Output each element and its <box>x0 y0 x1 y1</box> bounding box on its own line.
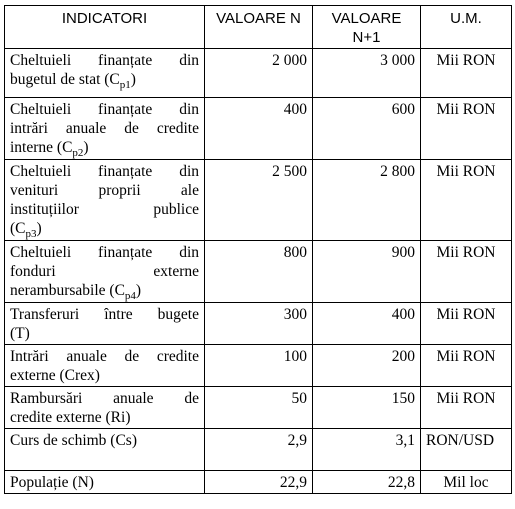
indicator-subscript: p1 <box>119 79 131 92</box>
indicator-line <box>10 262 199 281</box>
unit-cell: Mii RON <box>421 49 512 98</box>
unit-cell: Mii RON <box>421 160 512 241</box>
indicator-line <box>10 100 199 119</box>
unit-cell: Mii RON <box>421 345 512 387</box>
indicator-line <box>10 51 199 70</box>
value-n1-cell: 600 <box>313 98 421 160</box>
indicator-line <box>10 138 199 160</box>
table-row <box>5 345 512 387</box>
unit-cell: Mii RON <box>421 387 512 429</box>
unit-cell: Mii RON <box>421 98 512 160</box>
value-n1-cell: 2 800 <box>313 160 421 241</box>
indicator-text: (C <box>10 220 26 237</box>
value-n-cell: 50 <box>205 387 313 429</box>
indicator-line <box>10 119 199 138</box>
indicator-line <box>10 431 199 450</box>
unit-cell: RON/USD <box>421 429 512 471</box>
table-row <box>5 429 512 471</box>
value-n-cell: 2 500 <box>205 160 313 241</box>
indicator-text: Intrări anuale de credite <box>10 348 199 365</box>
value-n-cell: 2,9 <box>205 429 313 471</box>
indicator-line <box>10 181 199 200</box>
indicator-line <box>10 366 199 385</box>
indicator-suffix: ) <box>135 282 142 299</box>
indicator-text: (T) <box>10 325 30 342</box>
indicator-line <box>10 389 199 408</box>
value-n-cell: 22,9 <box>205 471 313 494</box>
indicator-text: Rambursări anuale de <box>10 390 199 407</box>
indicator-cell <box>5 387 205 429</box>
value-n1-cell: 900 <box>313 241 421 303</box>
indicator-text: Cheltuieli finanțate din <box>10 244 199 261</box>
value-n1-cell: 22,8 <box>313 471 421 494</box>
indicator-line <box>10 219 199 241</box>
value-n-cell: 400 <box>205 98 313 160</box>
value-n1-cell: 400 <box>313 303 421 345</box>
table-row <box>5 98 512 160</box>
indicator-cell <box>5 429 205 471</box>
indicator-cell <box>5 241 205 303</box>
indicator-cell <box>5 49 205 98</box>
indicator-text: Curs de schimb (Cs) <box>10 432 138 449</box>
indicator-text: Populație (N) <box>10 474 94 491</box>
indicator-cell <box>5 471 205 494</box>
value-n-cell: 2 000 <box>205 49 313 98</box>
indicator-line <box>10 324 199 343</box>
table-row <box>5 160 512 241</box>
unit-cell: Mil loc <box>421 471 512 494</box>
indicator-text: Cheltuieli finanțate din <box>10 101 199 118</box>
indicator-subscript: p4 <box>124 290 136 303</box>
value-n1-cell: 3 000 <box>313 49 421 98</box>
indicator-text: credite externe (Ri) <box>10 409 131 426</box>
indicator-text: venituri proprii ale <box>10 182 199 199</box>
value-n-cell: 800 <box>205 241 313 303</box>
table-header-row <box>5 6 512 49</box>
indicator-text: instituțiilor publice <box>10 201 199 218</box>
value-n-cell: 100 <box>205 345 313 387</box>
indicator-text: intrări anuale de credite <box>10 120 199 137</box>
indicator-line <box>10 408 199 427</box>
table-row <box>5 241 512 303</box>
indicator-text: nerambursabile (C <box>10 282 125 299</box>
indicator-text: Cheltuieli finanțate din <box>10 163 199 180</box>
indicator-line <box>10 200 199 219</box>
value-n1-cell: 150 <box>313 387 421 429</box>
indicator-line <box>10 243 199 262</box>
header-valoare-n1: VALOARE N+1 <box>313 6 421 49</box>
value-n1-cell: 3,1 <box>313 429 421 471</box>
table-row <box>5 303 512 345</box>
indicator-line <box>10 473 199 492</box>
indicator-line <box>10 281 199 303</box>
table-row <box>5 387 512 429</box>
indicator-suffix: ) <box>36 220 42 237</box>
table-row <box>5 471 512 494</box>
indicator-text: externe (Crex) <box>10 367 100 384</box>
unit-cell: Mii RON <box>421 241 512 303</box>
indicator-subscript: p3 <box>25 228 37 241</box>
indicator-line <box>10 162 199 181</box>
header-indicatori: INDICATORI <box>5 6 205 49</box>
indicator-text: Transferuri între bugete <box>10 306 199 323</box>
table-body <box>5 49 512 494</box>
table-row <box>5 49 512 98</box>
indicators-table <box>4 5 512 494</box>
indicator-cell <box>5 303 205 345</box>
value-n1-cell: 200 <box>313 345 421 387</box>
unit-cell: Mii RON <box>421 303 512 345</box>
indicator-cell <box>5 345 205 387</box>
indicator-text: interne (C <box>10 139 73 156</box>
indicator-text: Cheltuieli finanțate din <box>10 52 199 69</box>
indicator-line <box>10 70 199 92</box>
indicator-cell <box>5 160 205 241</box>
indicator-cell <box>5 98 205 160</box>
value-n-cell: 300 <box>205 303 313 345</box>
header-valoare-n: VALOARE N <box>205 6 313 49</box>
indicator-line <box>10 347 199 366</box>
indicator-line <box>10 305 199 324</box>
indicator-text: fonduri externe <box>10 263 199 280</box>
indicator-text: bugetul de stat (C <box>10 71 120 88</box>
indicator-suffix: ) <box>83 139 89 156</box>
indicator-suffix: ) <box>130 71 136 88</box>
indicator-subscript: p2 <box>72 147 84 160</box>
header-um: U.M. <box>421 6 512 49</box>
